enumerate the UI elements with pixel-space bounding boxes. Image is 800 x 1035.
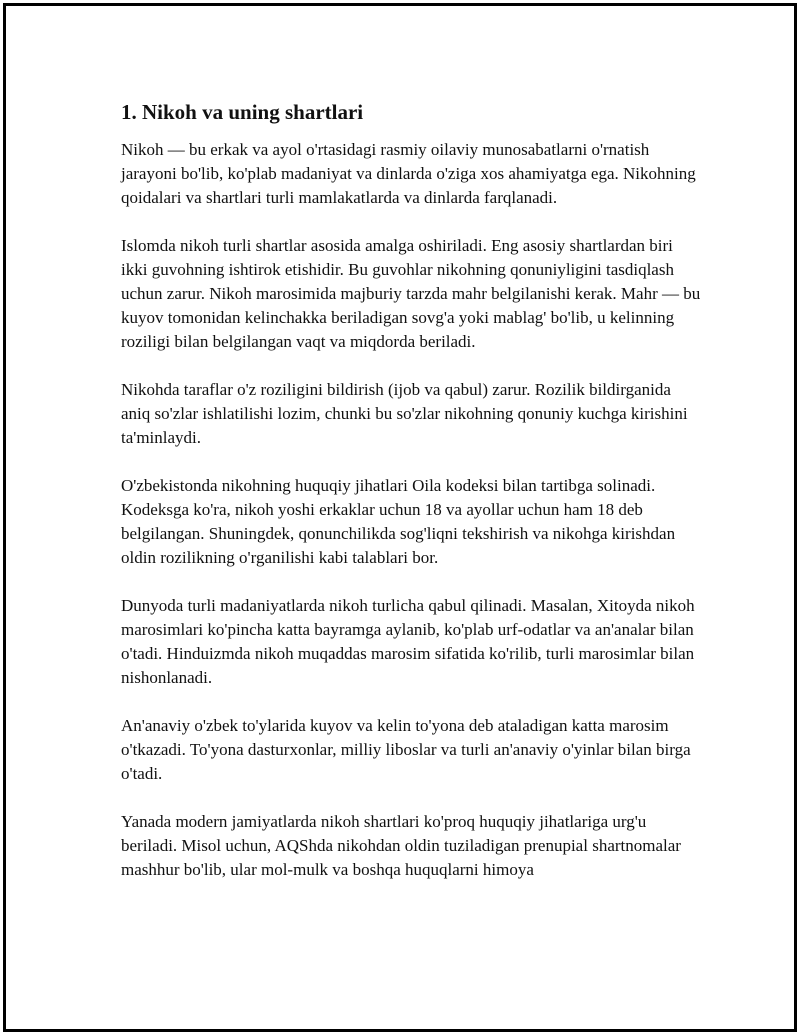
paragraph-7: Yanada modern jamiyatlarda nikoh shartlari ko'proq huquqiy jihatlariga urg'u beriladi. Misol uchun, AQShda nikohdan oldin tuziladigan prenupial shartnomalar mashhur bo'lib, ular mol-mulk va boshqa huquqlarni himoya bbox=[121, 812, 681, 879]
paragraph-4: O'zbekistonda nikohning huquqiy jihatlari Oila kodeksi bilan tartibga solinadi. Kodeksga ko'ra, nikoh yoshi erkaklar uchun 18 va ayollar uchun ham 18 deb belgilangan. Shuningdek, qonunchilikda sog'liqni tekshirish va nikohga kirishdan oldin rozilikning o'rganilishi kabi talablari bor. bbox=[121, 476, 676, 567]
paragraph-5: Dunyoda turli madaniyatlarda nikoh turlicha qabul qilinadi. Masalan, Xitoyda nikoh marosimlari ko'pincha katta bayramga aylanib, ko'plab urf-odatlar va an'analar bilan o'tadi. Hinduizmda nikoh muqaddas marosim sifatida ko'rilib, turli marosimlar bilan nishonlanadi. bbox=[121, 596, 695, 687]
page-frame bbox=[3, 3, 797, 1032]
paragraph-6: An'anaviy o'zbek to'ylarida kuyov va kelin to'yona deb ataladigan katta marosim o'tkazadi. To'yona dasturxonlar, milliy liboslar va turli an'anaviy o'yinlar bilan birga o'tadi. bbox=[121, 716, 691, 783]
document-body bbox=[121, 99, 701, 906]
paragraph-3: Nikohda taraflar o'z roziligini bildirish (ijob va qabul) zarur. Rozilik bildirganida aniq so'zlar ishlatilishi lozim, chunki bu so'zlar nikohning qonuniy kuchga kirishini ta'minlaydi. bbox=[121, 380, 688, 447]
paragraph-2: Islomda nikoh turli shartlar asosida amalga oshiriladi. Eng asosiy shartlardan biri ikki guvohning ishtirok etishidir. Bu guvohlar nikohning qonuniyligini tasdiqlash uchun zarur. Nikoh marosimida majburiy tarzda mahr belgilanishi kerak. Mahr — bu kuyov tomonidan kelinchakka beriladigan sovg'a yoki mablag' bo'lib, u kelinning roziligi bilan belgilangan vaqt va miqdorda beriladi. bbox=[121, 236, 701, 351]
section-heading: 1. Nikoh va uning shartlari bbox=[121, 100, 364, 124]
paragraph-1: Nikoh — bu erkak va ayol o'rtasidagi rasmiy oilaviy munosabatlarni o'rnatish jarayoni bo'lib, ko'plab madaniyat va dinlarda o'ziga xos ahamiyatga ega. Nikohning qoidalari va shartlari turli mamlakatlarda va dinlarda farqlanadi. bbox=[121, 140, 696, 207]
